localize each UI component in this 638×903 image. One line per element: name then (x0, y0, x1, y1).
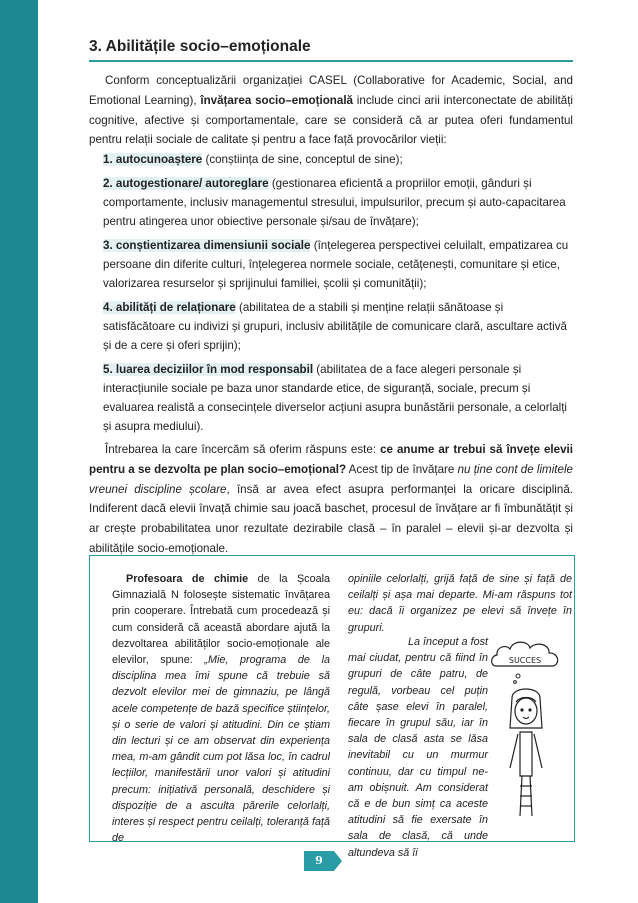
sel-areas-list (97, 150, 573, 441)
narrow-line: său, iar în sala de clasă (348, 717, 488, 746)
cloud-label: SUCCES (508, 656, 542, 665)
side-color-bar (0, 0, 38, 903)
success-cloud-icon (492, 642, 558, 666)
testimonial-left-column (112, 571, 330, 846)
area-description: (conștiința de sine, conceptul de sine); (202, 153, 403, 166)
heading-underline (89, 60, 573, 62)
narrow-line: fiind în grupuri de câte (348, 652, 489, 681)
page-number: 9 (304, 851, 334, 871)
narrow-line: considerat că e de bun simț (348, 781, 488, 811)
testimonial-box (89, 555, 575, 859)
area-description: (gestionarea eficientă a propriilor emoții, gânduri și comportamente, inclusiv managementul stresului, impulsurilor, precum și auto-capacitarea pentru atingerea unor obiective personale și/sau de învățare); (103, 177, 566, 228)
quote-left: „Mie, programa de la disciplina mea îmi spune că trebuie să dezvolt elevilor mei de gimnaziu, pe lângă acele competențe de bază specifice științelor, și o serie de valori și atitudini. Din ce știam din lecturi și ce am observat din experiența mea, m-am gândit cum pot lăsa loc, în cadrul lecțiilor, manifestării unor valori și atitudini precum: inițiativă personală, deschidere și dispoziție de a asculta părerile celorlalți, interes și respect pentru ceilalți, toleranță față de (112, 654, 330, 845)
teacher-title: Profesoara de chimie (126, 573, 249, 585)
intro-text-2: include cinci arii interconectate de abilități cognitive, afective și comportamentale, care se consideră că ar putea oferi fundamentul pentru relații sociale de calitate și pentru a face față provocărilor vieții: (89, 93, 573, 147)
testimonial-right-narrow (348, 634, 488, 861)
narrow-line: ca aceste atitudini să fie (348, 798, 488, 827)
narrow-line: în paralel, fiecare în grupul (348, 700, 489, 730)
narrow-line: asta se lăsa inevitabil cu (348, 733, 488, 762)
list-item (97, 298, 573, 357)
narrow-line: că unde altundeva să îi (348, 830, 488, 859)
area-description: (înțelegerea perspectivei celuilalt, empatizarea cu persoane din diferite culturi, înțelegerea normele sociale, cetățenești, comunitare și etice, valorizarea resurselor și sprijinului familiei, școlii și comunității); (103, 239, 569, 290)
teacher-intro: de la Școala Gimnazială N folosește sistematic învățarea prin cooperare. Întrebată cum procedează și cum consideră că această abordare ajută la dezvoltarea abilităților socio-emoționale ale elevilor, spune: (112, 573, 330, 667)
narrow-line: exersate în sala de clasă, (348, 814, 488, 843)
area-description: (abilitatea de a face alegeri personale și interacțiunile sociale pe baza unor standarde etice, de siguranță, sociale, precum și evaluarea realistă a consecințele diverselor acțiuni asupra bunăstării personale, a celorlalți și asupra mediului). (103, 363, 568, 433)
intro-bold: învățarea socio–emoțională (200, 93, 354, 107)
narrow-line: cel puțin câte șase elevi (348, 684, 488, 713)
question-paragraph (89, 440, 573, 559)
question-text-1: Întrebarea la care încercăm să oferim răspuns este: (105, 443, 381, 456)
narrow-line: timpul ne-am obișnuit. Am (348, 765, 489, 794)
question-text-2: Acest tip de învățare (346, 462, 458, 476)
intro-paragraph (89, 71, 573, 150)
list-item (97, 174, 573, 233)
girl-figure (510, 689, 542, 816)
question-text-3: , însă ar avea efect asupra performanței la oricare disciplină. Indiferent dacă elevii învață chimie sau joacă baschet, procesul de învățare ar fi îmbunătățit și ar crește probabilitatea unor rezultate dezirabile clasă – în paralel – elevii și-ar dezvolta și abilitățile socio-emoționale. (89, 482, 574, 555)
list-item (97, 236, 573, 295)
area-title: 5. luarea deciziilor în mod responsabil (103, 363, 314, 376)
question-italic: nu ține cont de limitele vreunei discipline școlare (89, 462, 573, 496)
narrow-line: fost mai ciudat, pentru că (348, 636, 489, 665)
testimonial-right-top: opiniile celorlalți, grijă față de sine și față de ceilalți și așa mai departe. Mi-am răspuns tot eu: dacă îi organizez pe elevi să învețe în grupuri. (348, 573, 572, 634)
area-title: 2. autogestionare/ autoreglare (103, 177, 269, 190)
list-item (97, 150, 573, 171)
area-title: 4. abilități de relaționare (103, 301, 236, 314)
area-description: (abilitatea de a stabili și menține relații sănătoase și satisfăcătoare cu indivizi și grupuri, inclusiv abilitățile de comunicare clară, ascultare activă și de a cere și oferi sprijin); (103, 301, 567, 352)
question-bold: ce anume ar trebui să învețe elevii pentru a se dezvolta pe plan socio–emoțional? (89, 443, 573, 476)
girl-with-success-cloud-illustration (488, 636, 570, 836)
narrow-line: un murmur continuu, dar cu (348, 749, 488, 778)
section-heading: 3. Abilitățile socio–emoționale (89, 38, 311, 55)
narrow-line: patru, de regulă, vorbeau (348, 668, 489, 697)
narrow-line: La început a (408, 636, 468, 648)
list-item (97, 360, 573, 438)
area-title: 1. autocunoaștere (103, 153, 203, 166)
area-title: 3. conștientizarea dimensiunii sociale (103, 239, 311, 252)
intro-text-1: Conform conceptualizării organizației CASEL (Collaborative for Academic, Social, and Emotional Learning), (89, 74, 573, 107)
